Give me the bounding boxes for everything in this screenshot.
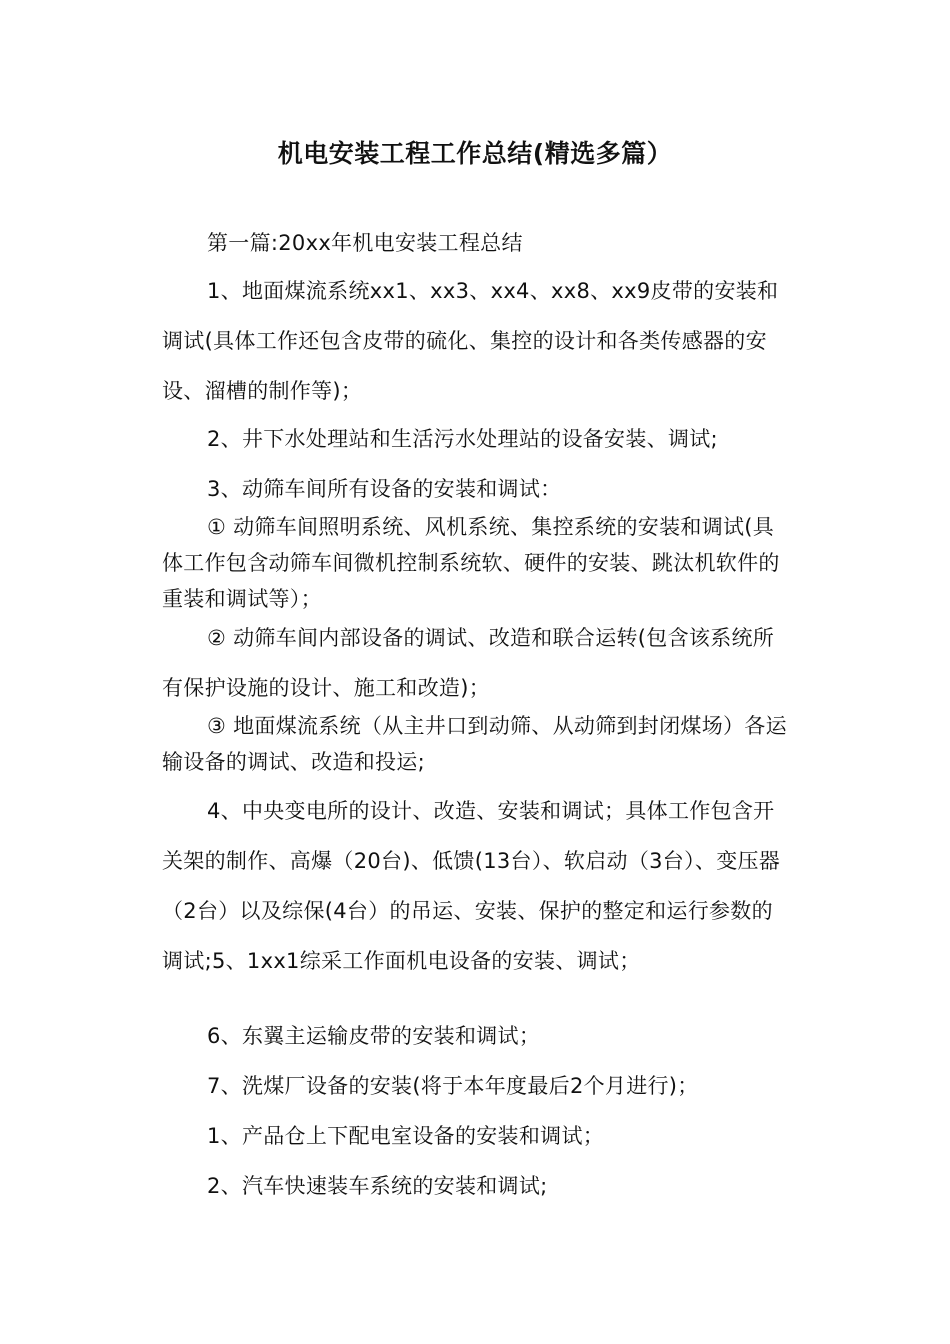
paragraph-item-7: 7、洗煤厂设备的安装(将于本年度最后2个月进行)；	[207, 1074, 699, 1098]
paragraph-sub-item-1: ① 动筛车间照明系统、风机系统、集控系统的安装和调试(具体工作包含动筛车间微机控制系统软、硬件的安装、跳汰机软件的重装和调试等）；	[162, 515, 780, 611]
paragraph-item-1: 1、地面煤流系统xx1、xx3、xx4、xx8、xx9皮带的安装和调试(具体工作还包含皮带的硫化、集控的设计和各类传感器的安设、溜槽的制作等)；	[162, 279, 779, 403]
paragraph-sub-item-3: ③ 地面煤流系统（从主井口到动筛、从动筛到封闭煤场）各运输设备的调试、改造和投运;	[162, 714, 787, 774]
paragraph-sub-item-2: ② 动筛车间内部设备的调试、改造和联合运转(包含该系统所有保护设施的设计、施工和改造)；	[162, 626, 775, 700]
paragraph-section-heading: 第一篇:20xx年机电安装工程总结	[207, 231, 523, 255]
document-title: 机电安装工程工作总结(精选多篇）	[277, 139, 673, 168]
paragraph-item-6: 6、东翼主运输皮带的安装和调试；	[207, 1024, 541, 1048]
paragraph-item-3: 3、动筛车间所有设备的安装和调试：	[207, 477, 562, 501]
paragraph-item-2: 2、井下水处理站和生活污水处理站的设备安装、调试;	[207, 427, 718, 451]
paragraph-item-4: 4、中央变电所的设计、改造、安装和调试；具体工作包含开关架的制作、高爆（20台)、低馈(13台）、软启动（3台）、变压器（2台）以及综保(4台）的吊运、安装、保护的整定和运行参数的调试;5、1xx1综采工作面机电设备的安装、调试；	[162, 799, 781, 973]
paragraph-sub-item-b: 2、汽车快速装车系统的安装和调试;	[207, 1174, 548, 1198]
paragraph-sub-item-a: 1、产品仓上下配电室设备的安装和调试；	[207, 1124, 605, 1148]
